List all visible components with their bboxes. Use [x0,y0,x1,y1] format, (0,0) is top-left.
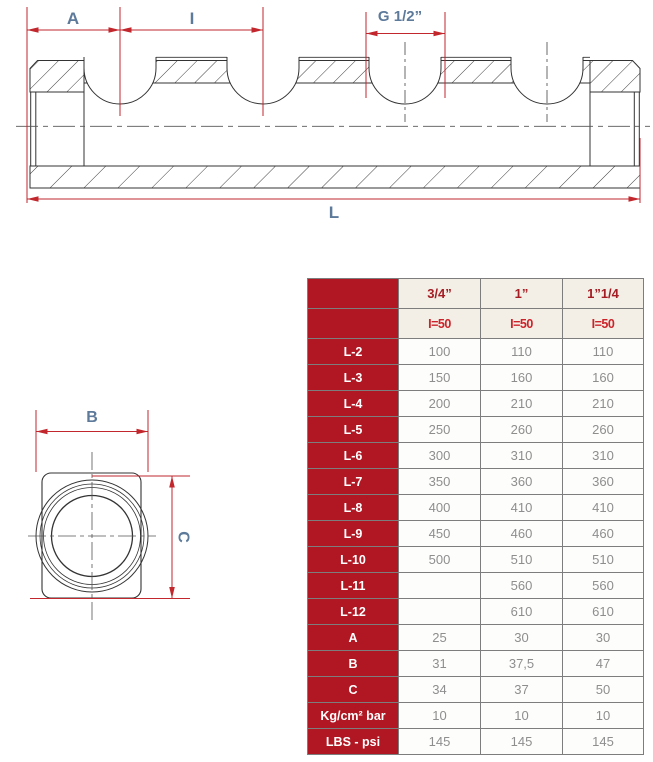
table-row [308,677,644,703]
table-row [308,339,644,365]
table-row [308,365,644,391]
row-label: L-4 [308,391,399,417]
data-cell: 450 [399,521,481,547]
row-label: L-11 [308,573,399,599]
data-cell: 150 [399,365,481,391]
dim-label-thread: G 1/2” [377,8,423,25]
bottom-wall [30,166,640,188]
data-cell: 31 [399,651,481,677]
table-row [308,495,644,521]
table-row [308,417,644,443]
data-cell: 560 [563,573,644,599]
size-column-header: 3/4” [399,279,481,309]
size-header-row [308,279,644,309]
pitch-header: I=50 [563,309,644,339]
dim-label-i: I [189,9,195,28]
size-column-header: 1” [481,279,563,309]
data-cell: 260 [481,417,563,443]
data-cell: 310 [481,443,563,469]
data-cell: 30 [563,625,644,651]
dim-label-b: B [86,409,98,426]
row-label: Kg/cm² bar [308,703,399,729]
table-row [308,729,644,755]
dim-label-c: C [174,531,192,543]
data-cell: 25 [399,625,481,651]
pitch-header: I=50 [399,309,481,339]
data-cell: 145 [481,729,563,755]
data-cell: 510 [481,547,563,573]
data-cell: 160 [481,365,563,391]
row-label: B [308,651,399,677]
data-cell: 34 [399,677,481,703]
table-row [308,703,644,729]
data-cell: 360 [563,469,644,495]
data-cell: 360 [481,469,563,495]
data-cell: 260 [563,417,644,443]
data-cell: 460 [563,521,644,547]
data-cell: 37 [481,677,563,703]
data-cell [399,599,481,625]
data-cell: 47 [563,651,644,677]
row-label: L-3 [308,365,399,391]
data-cell: 10 [399,703,481,729]
data-cell: 610 [481,599,563,625]
dim-label-length: L [328,203,340,222]
data-cell: 410 [563,495,644,521]
table-row [308,651,644,677]
data-cell: 30 [481,625,563,651]
data-cell: 110 [563,339,644,365]
data-cell [399,573,481,599]
data-cell: 560 [481,573,563,599]
size-column-header: 1”1/4 [563,279,644,309]
row-label: A [308,625,399,651]
row-label: L-9 [308,521,399,547]
section-dimension-arrows [36,429,175,599]
table-row [308,625,644,651]
data-cell: 350 [399,469,481,495]
data-cell: 200 [399,391,481,417]
table-row [308,521,644,547]
right-end-block [590,61,640,93]
data-cell: 110 [481,339,563,365]
dimension-table [307,278,644,755]
left-end-block [30,61,84,93]
data-cell: 400 [399,495,481,521]
table-row [308,469,644,495]
pitch-header-row [308,309,644,339]
data-cell: 410 [481,495,563,521]
manifold-side-view-drawing [0,0,653,232]
row-label: L-7 [308,469,399,495]
data-cell: 145 [399,729,481,755]
data-cell: 10 [563,703,644,729]
data-cell: 510 [563,547,644,573]
table-corner-cell [308,279,399,309]
table-row [308,573,644,599]
row-label: L-10 [308,547,399,573]
manifold-cross-section-drawing [12,398,224,638]
data-cell: 160 [563,365,644,391]
data-cell: 10 [481,703,563,729]
pitch-header: I=50 [481,309,563,339]
data-cell: 145 [563,729,644,755]
data-cell: 610 [563,599,644,625]
data-cell: 300 [399,443,481,469]
data-cell: 460 [481,521,563,547]
table-corner-cell [308,309,399,339]
table-row [308,443,644,469]
data-cell: 500 [399,547,481,573]
data-cell: 100 [399,339,481,365]
row-label: L-12 [308,599,399,625]
data-cell: 310 [563,443,644,469]
row-label: L-6 [308,443,399,469]
row-label: C [308,677,399,703]
manifold-body [30,55,640,188]
dim-label-a: A [66,9,80,28]
row-label: L-2 [308,339,399,365]
section-dimension-lines [30,410,190,599]
data-cell: 250 [399,417,481,443]
table-row [308,391,644,417]
row-label: L-5 [308,417,399,443]
row-label: L-8 [308,495,399,521]
data-cell: 210 [563,391,644,417]
data-cell: 50 [563,677,644,703]
data-cell: 37,5 [481,651,563,677]
table-row [308,547,644,573]
data-cell: 210 [481,391,563,417]
table-row [308,599,644,625]
row-label: LBS - psi [308,729,399,755]
